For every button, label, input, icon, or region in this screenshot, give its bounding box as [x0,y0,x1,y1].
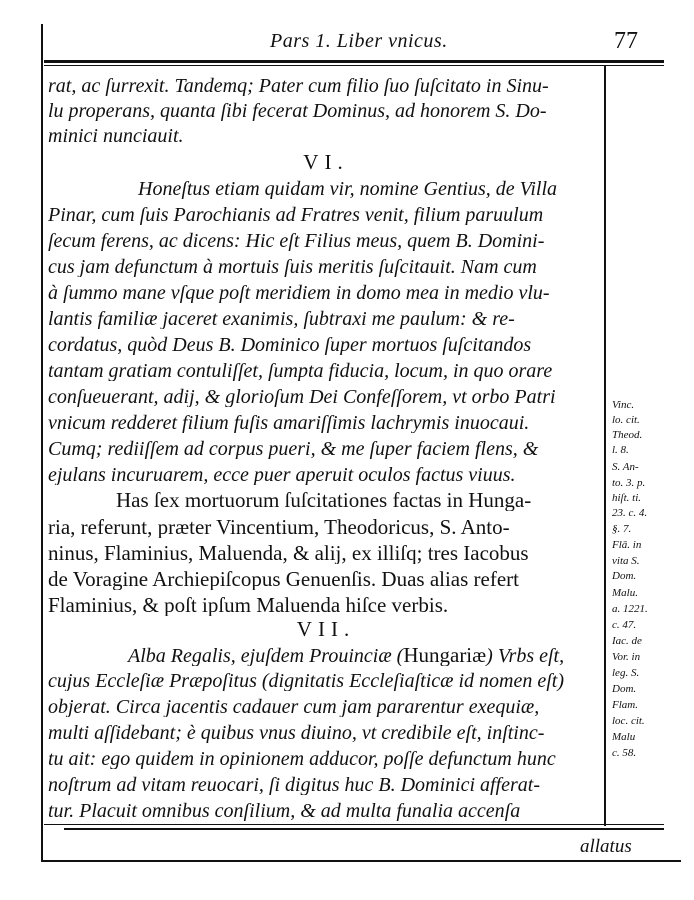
margin-note: 23. c. 4. [612,508,648,519]
margin-note: Dom. [612,571,637,582]
text-line: Pinar, cum ſuis Parochianis ad Fratres venit, filium paruulum [48,205,544,225]
margin-note: hiſt. ti. [612,493,642,504]
text-segment-roman: Hungariæ [403,645,487,666]
margin-note: to. 3. p. [612,478,646,489]
margin-note: lo. cit. [612,415,640,426]
margin-note: l. 8. [612,445,629,456]
text-line: ninus, Flaminius, Maluenda, & alij, ex illiſq; tres Iacobus [48,543,529,564]
text-line: conſueuerant, adij, & glorioſum Dei Confeſſorem, vt orbo Patri [48,387,556,407]
running-header: Pars 1. Liber vnicus. [270,30,448,52]
margin-note: loc. cit. [612,716,645,727]
text-line: lu properans, quanta ſibi fecerat Dominus, ad honorem S. Do- [48,101,547,121]
margin-note: Vor. in [612,652,641,663]
catchword: allatus [580,836,632,857]
margin-rule [604,66,606,826]
text-line: Has ſex mortuorum ſuſcitationes factas in Hunga- [116,490,532,511]
text-line: cordatus, quòd Deus B. Dominico ſuper mortuos ſuſcitandos [48,335,532,355]
margin-note: §. 7. [612,524,632,535]
text-line: cujus Eccleſiæ Præpoſitus (dignitatis Eccleſiaſticæ id nomen eſt) [48,671,565,691]
text-line: tantam gratiam contuliſſet, ſumpta fiducia, locum, in quo orare [48,361,553,381]
margin-note: Theod. [612,430,643,441]
margin-note: leg. S. [612,668,640,679]
margin-note: Dom. [612,684,637,695]
text-line: Flaminius, & poſt ipſum Maluenda hiſce verbis. [48,595,449,616]
text-line: ſecum ferens, ac dicens: Hic eſt Filius meus, quem B. Domini- [48,231,545,251]
margin-note: Flam. [612,700,638,711]
margin-note: Iac. de [612,636,642,647]
text-segment: ) Vrbs eſt, [486,645,565,666]
text-line: vnicum redderet filium fuſis amariſſimis lachrymis inuocaui. [48,413,530,433]
header-rule-thin [44,65,664,66]
margin-note: Flā. in [612,540,642,551]
text-line: lantis familiæ jaceret exanimis, ſubtraxi me paulum: & re- [48,309,515,329]
text-line: minici nunciauit. [48,126,184,146]
text-line: cus jam defunctum à mortuis ſuis meritis ſuſcitauit. Nam cum [48,257,537,277]
text-line: ejulans incuruarem, ecce puer aperuit oculos factus viuus. [48,465,516,485]
margin-note: c. 58. [612,748,637,759]
footer-rule-thin [44,824,664,825]
text-line: tu ait: ego quidem in opinionem adducor, poſſe defunctum hunc [48,749,556,769]
text-line: objerat. Circa jacentis cadauer cum jam pararentur exequiæ, [48,697,540,717]
page-number: 77 [614,28,638,54]
text-line: Cumq; rediiſſem ad corpus pueri, & me ſuper faciem flens, & [48,439,539,459]
text-line: noſtrum ad vitam reuocari, ſi digitus huc B. Dominici afferat- [48,775,540,795]
margin-note: c. 47. [612,620,637,631]
section-heading-vi: VI. [303,150,349,174]
base-rule [41,860,681,862]
text-line: de Voragine Archiepiſcopus Genuenſis. Duas alias refert [48,569,520,590]
margin-note: Malu. [612,588,638,599]
text-line: ria, referunt, præter Vincentium, Theodoricus, S. Anto- [48,517,510,538]
left-border-rule [41,24,43,860]
text-line: Honeſtus etiam quidam vir, nomine Gentius, de Villa [138,179,558,199]
margin-note: S. An- [612,462,639,473]
margin-note: vita S. [612,556,640,567]
margin-note: Malu [612,732,636,743]
text-line: multi aſſidebant; è quibus vnus diuino, vt credibile eſt, inſtinc- [48,723,545,743]
text-line: à ſummo mane vſque poſt meridiem in domo mea in medio vlu- [48,283,550,303]
margin-note: a. 1221. [612,604,648,615]
text-segment: Alba Regalis, ejuſdem Prouinciæ ( [128,645,404,666]
text-line [48,645,604,666]
margin-note: Vinc. [612,400,635,411]
footer-rule [64,828,664,830]
header-rule [44,60,664,63]
section-heading-vii: VII. [296,617,356,641]
text-line: tur. Placuit omnibus conſilium, & ad multa funalia accenſa [48,801,521,821]
text-line: rat, ac ſurrexit. Tandemq; Pater cum filio ſuo ſuſcitato in Sinu- [48,76,549,96]
